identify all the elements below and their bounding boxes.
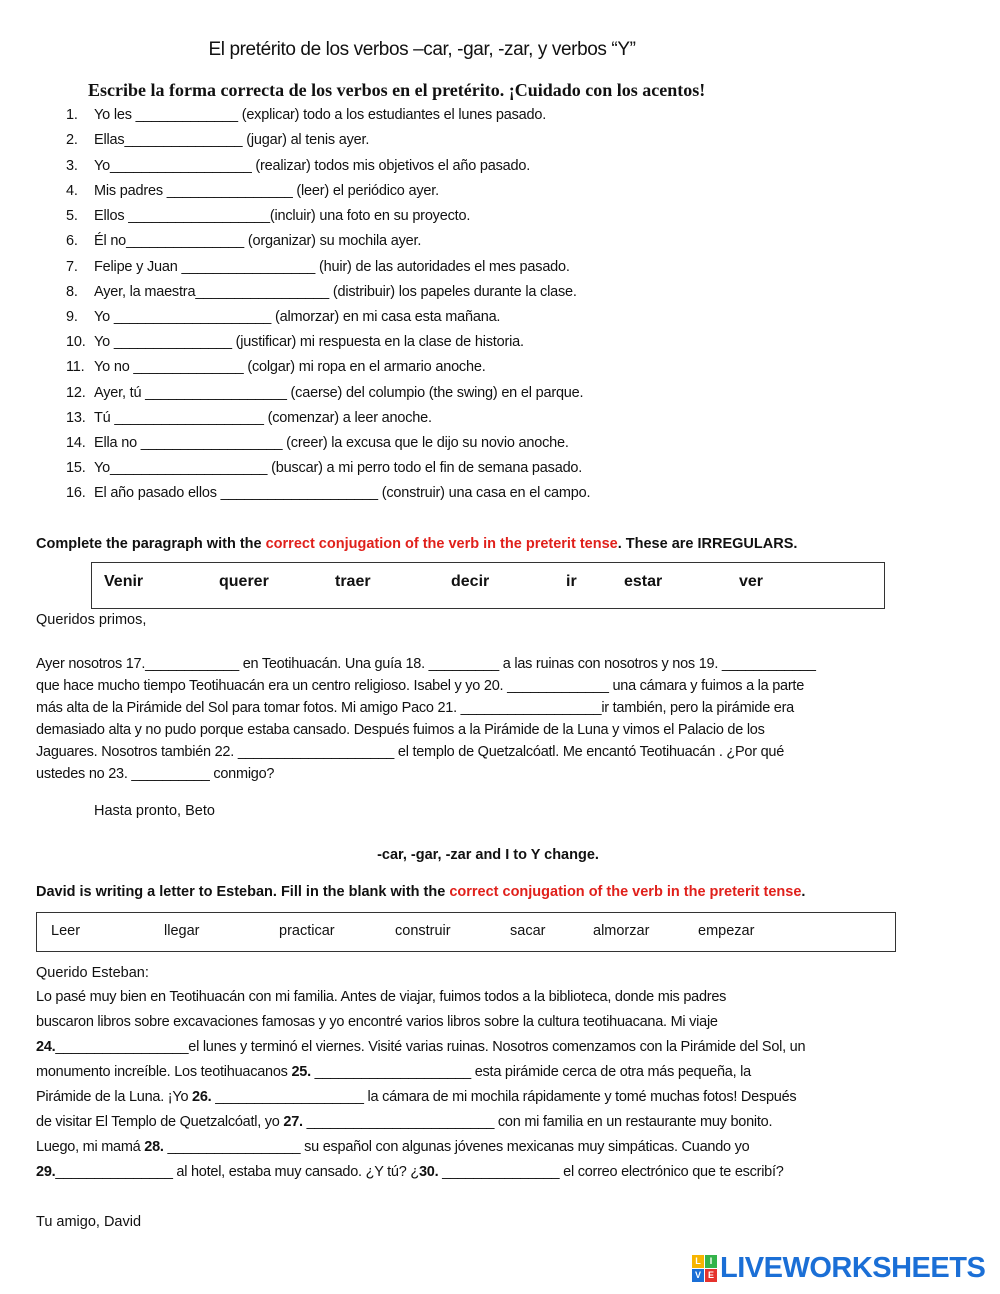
answer-blank[interactable]: _____________ <box>507 678 609 694</box>
answer-blank[interactable]: __________________ <box>140 435 283 451</box>
answer-blank[interactable]: ____________ <box>721 656 816 672</box>
exercise-item <box>66 335 524 350</box>
text-segment: (leer) el periódico ayer. <box>292 183 439 199</box>
paragraph-line <box>36 1115 772 1130</box>
text-segment: Ayer nosotros 17. <box>36 656 146 672</box>
text-segment: Tú <box>94 410 115 426</box>
verb-bank-word: estar <box>624 573 663 590</box>
exercise-item <box>66 184 439 199</box>
text-segment: su español con algunas jóvenes mexicanas muy simpáticas. Cuando yo <box>300 1139 750 1155</box>
section3-subtitle: -car, -gar, -zar and I to Y change. <box>377 847 599 863</box>
section2-heading <box>36 537 797 552</box>
item-number: 1. <box>66 107 78 123</box>
exercise-item <box>66 436 569 451</box>
answer-blank[interactable]: ____________________ <box>220 485 378 501</box>
text-segment: buscaron libros sobre excavaciones famosas y yo encontré varios libros sobre la cultura teotihuacana. Mi viaje <box>36 1014 718 1030</box>
answer-blank[interactable]: ____________________ <box>113 309 272 325</box>
text-segment: ir también, pero la pirámide era <box>601 700 794 716</box>
text-segment: Yo <box>94 309 114 325</box>
exercise-item <box>66 411 432 426</box>
answer-blank[interactable]: ____________________ <box>314 1064 471 1080</box>
heading-highlight: correct conjugation of the verb in the preterit tense <box>265 536 618 552</box>
text-segment: (caerse) del columpio (the swing) en el parque. <box>286 385 584 401</box>
answer-blank[interactable]: ___________________ <box>215 1089 364 1105</box>
answer-blank[interactable]: ____________________ <box>237 744 395 760</box>
verb-bank-word: sacar <box>510 923 546 939</box>
text-segment: el lunes y terminó el viernes. Visité varias ruinas. Nosotros comenzamos con la Pirámide del Sol, un <box>188 1039 806 1055</box>
liveworksheets-logo[interactable] <box>692 1254 985 1283</box>
text-segment: Mis padres <box>94 183 167 199</box>
text-segment: a las ruinas con nosotros y nos 19. <box>499 656 722 672</box>
text-segment: ustedes no 23. <box>36 766 132 782</box>
text-segment: Ellos <box>94 208 129 224</box>
paragraph-line <box>36 723 765 738</box>
heading-text: David is writing a letter to Esteban. Fill in the blank with the <box>36 884 450 900</box>
heading-text: Complete the paragraph with the <box>36 536 266 552</box>
question-number: 25. <box>291 1064 311 1080</box>
text-segment: Ellas <box>94 132 125 148</box>
exercise-item <box>66 159 530 174</box>
verb-bank-word: almorzar <box>593 923 650 939</box>
paragraph-line <box>36 745 784 760</box>
answer-blank[interactable]: _______________ <box>126 233 245 249</box>
text-segment: (colgar) mi ropa en el armario anoche. <box>243 359 486 375</box>
paragraph-line <box>36 679 804 694</box>
verb-bank-word: Venir <box>104 573 144 590</box>
item-number: 10. <box>66 334 86 350</box>
answer-blank[interactable]: _______________ <box>124 132 243 148</box>
logo-tile: L <box>692 1255 704 1268</box>
text-segment: (construir) una casa en el campo. <box>377 485 591 501</box>
letter2-closing: Tu amigo, David <box>36 1214 142 1230</box>
text-segment: conmigo? <box>209 766 275 782</box>
exercise-item <box>66 133 369 148</box>
paragraph-line <box>36 767 274 782</box>
text-segment: la cámara de mi mochila rápidamente y tomé muchas fotos! Después <box>363 1089 797 1105</box>
question-number: 28. <box>144 1139 164 1155</box>
verb-bank-word: Leer <box>51 923 81 939</box>
logo-tile: V <box>692 1269 704 1282</box>
exercise-item <box>66 461 582 476</box>
item-number: 4. <box>66 183 78 199</box>
item-number: 13. <box>66 410 86 426</box>
exercise-item <box>66 209 470 224</box>
item-number: 12. <box>66 385 86 401</box>
worksheet-title: El pretérito de los verbos –car, -gar, -zar, y verbos “Y” <box>208 39 636 60</box>
answer-blank[interactable]: _______________ <box>442 1164 560 1180</box>
text-segment: Luego, mi mamá <box>36 1139 145 1155</box>
answer-blank[interactable]: ______________ <box>133 359 244 375</box>
text-segment: (buscar) a mi perro todo el fin de semana pasado. <box>267 460 583 476</box>
text-segment: (huir) de las autoridades el mes pasado. <box>315 259 570 275</box>
text-segment: una cámara y fuimos a la parte <box>608 678 805 694</box>
text-segment: Yo les <box>94 107 136 123</box>
text-segment: el templo de Quetzalcóatl. Me encantó Teotihuacán . ¿Por qué <box>394 744 785 760</box>
text-segment: (jugar) al tenis ayer. <box>242 132 370 148</box>
item-number: 6. <box>66 233 78 249</box>
answer-blank[interactable]: ________________ <box>166 183 293 199</box>
text-segment: (organizar) su mochila ayer. <box>244 233 422 249</box>
irregular-verb-bank <box>91 562 885 609</box>
answer-blank[interactable]: ___________________ <box>114 410 264 426</box>
heading-text: . These are IRREGULARS. <box>617 536 798 552</box>
paragraph-line <box>36 1065 751 1080</box>
question-number: 24. <box>36 1039 56 1055</box>
item-number: 14. <box>66 435 86 451</box>
paragraph-line <box>36 1140 749 1155</box>
text-segment: con mi familia en un restaurante muy bonito. <box>494 1114 773 1130</box>
exercise-item <box>66 310 500 325</box>
answer-blank[interactable]: _____________ <box>135 107 238 123</box>
text-segment: esta pirámide cerca de otra más pequeña, la <box>470 1064 751 1080</box>
text-segment: demasiado alta y no pudo porque estaba cansado. Después fuimos a la Pirámide de la Luna y vimos el Palacio de los <box>36 722 765 738</box>
paragraph-line <box>36 990 726 1005</box>
item-number: 5. <box>66 208 78 224</box>
text-segment: en Teotihuacán. Una guía 18. <box>238 656 429 672</box>
text-segment: al hotel, estaba muy cansado. ¿Y tú? ¿ <box>172 1164 419 1180</box>
question-number: 30. <box>418 1164 439 1180</box>
logo-tile: I <box>705 1255 717 1268</box>
question-number: 29. <box>36 1164 56 1180</box>
answer-blank[interactable]: _________________ <box>55 1039 189 1055</box>
answer-blank[interactable]: ________________________ <box>306 1114 495 1130</box>
text-segment: (realizar) todos mis objetivos el año pasado. <box>251 158 531 174</box>
instruction: Escribe la forma correcta de los verbos en el pretérito. ¡Cuidado con los acentos! <box>88 80 706 100</box>
verb-bank-word: ir <box>566 573 577 590</box>
verb-bank-word: empezar <box>698 923 755 939</box>
paragraph-line <box>36 1015 718 1030</box>
text-segment: (distribuir) los papeles durante la clase. <box>329 284 577 300</box>
answer-blank[interactable]: __________________ <box>145 385 287 401</box>
verb-bank <box>36 912 896 952</box>
item-number: 7. <box>66 259 78 275</box>
answer-blank[interactable]: ____________________ <box>110 460 268 476</box>
text-segment: Ella no <box>94 435 141 451</box>
text-segment: Yo <box>94 334 114 350</box>
letter1-greeting: Queridos primos, <box>36 612 147 628</box>
text-segment: más alta de la Pirámide del Sol para tomar fotos. Mi amigo Paco 21. <box>36 700 461 716</box>
text-segment: Él no <box>94 233 127 249</box>
logo-text: LIVEWORKSHEETS <box>720 1252 986 1284</box>
question-number: 26. <box>192 1089 212 1105</box>
exercise-item <box>66 360 486 375</box>
item-number: 3. <box>66 158 78 174</box>
item-number: 16. <box>66 485 86 501</box>
text-segment: Yo no <box>94 359 134 375</box>
letter2-greeting: Querido Esteban: <box>36 965 149 981</box>
item-number: 2. <box>66 132 78 148</box>
text-segment: (almorzar) en mi casa esta mañana. <box>271 309 501 325</box>
text-segment: (comenzar) a leer anoche. <box>263 410 432 426</box>
text-segment: Felipe y Juan <box>94 259 182 275</box>
exercise-item <box>66 285 577 300</box>
logo-tile: E <box>705 1269 717 1282</box>
paragraph-line <box>36 657 816 672</box>
verb-bank-word: construir <box>395 923 451 939</box>
answer-blank[interactable]: ____________ <box>145 656 239 672</box>
text-segment: Pirámide de la Luna. ¡Yo <box>36 1089 193 1105</box>
text-segment: monumento increíble. Los teotihuacanos <box>36 1064 292 1080</box>
answer-blank[interactable]: _________________ <box>181 259 316 275</box>
item-number: 15. <box>66 460 86 476</box>
text-segment: el correo electrónico que te escribí? <box>559 1164 784 1180</box>
paragraph-line <box>36 701 794 716</box>
question-number: 27. <box>283 1114 303 1130</box>
verb-bank-word: practicar <box>279 923 335 939</box>
answer-blank[interactable]: _________ <box>428 656 499 672</box>
paragraph-line <box>36 1040 805 1055</box>
exercise-item <box>66 234 421 249</box>
exercise-item <box>66 260 570 275</box>
item-number: 8. <box>66 284 78 300</box>
paragraph-line <box>36 1165 784 1180</box>
text-segment: de visitar El Templo de Quetzalcóatl, yo <box>36 1114 284 1130</box>
text-segment: (incluir) una foto en su proyecto. <box>269 208 471 224</box>
verb-bank-word: traer <box>335 573 371 590</box>
exercise-item <box>66 386 583 401</box>
text-segment: Yo <box>94 158 111 174</box>
paragraph-line <box>36 1090 796 1105</box>
verb-bank-word: querer <box>219 573 269 590</box>
answer-blank[interactable]: __________________ <box>460 700 602 716</box>
text-segment: Jaguares. Nosotros también 22. <box>36 744 238 760</box>
text-segment: que hace mucho tiempo Teotihuacán era un centro religioso. Isabel y yo 20. <box>36 678 508 694</box>
text-segment: (creer) la excusa que le dijo su novio anoche. <box>282 435 569 451</box>
letter1-closing: Hasta pronto, Beto <box>94 803 215 819</box>
text-segment: (justificar) mi respuesta en la clase de historia. <box>231 334 524 350</box>
answer-blank[interactable]: _______________ <box>55 1164 173 1180</box>
section3-heading <box>36 885 805 900</box>
text-segment: (explicar) todo a los estudiantes el lunes pasado. <box>237 107 547 123</box>
answer-blank[interactable]: __________ <box>131 766 210 782</box>
answer-blank[interactable]: __________________ <box>110 158 252 174</box>
answer-blank[interactable]: _______________ <box>113 334 232 350</box>
text-segment: Yo <box>94 460 111 476</box>
verb-bank-word: decir <box>451 573 490 590</box>
item-number: 11. <box>66 359 85 375</box>
logo-tiles-icon <box>692 1255 717 1282</box>
answer-blank[interactable]: _________________ <box>195 284 330 300</box>
verb-bank-word: ver <box>739 573 764 590</box>
verb-bank-word: llegar <box>164 923 200 939</box>
heading-highlight: correct conjugation of the verb in the preterit tense <box>449 884 802 900</box>
exercise-item <box>66 486 590 501</box>
exercise-item <box>66 108 546 123</box>
heading-text: . <box>801 884 806 900</box>
text-segment: Lo pasé muy bien en Teotihuacán con mi familia. Antes de viajar, fuimos todos a la biblioteca, donde mis padres <box>36 989 727 1005</box>
text-segment: El año pasado ellos <box>94 485 221 501</box>
answer-blank[interactable]: _________________ <box>167 1139 301 1155</box>
item-number: 9. <box>66 309 78 325</box>
text-segment: Ayer, tú <box>94 385 146 401</box>
answer-blank[interactable]: __________________ <box>128 208 270 224</box>
text-segment: Ayer, la maestra <box>94 284 196 300</box>
